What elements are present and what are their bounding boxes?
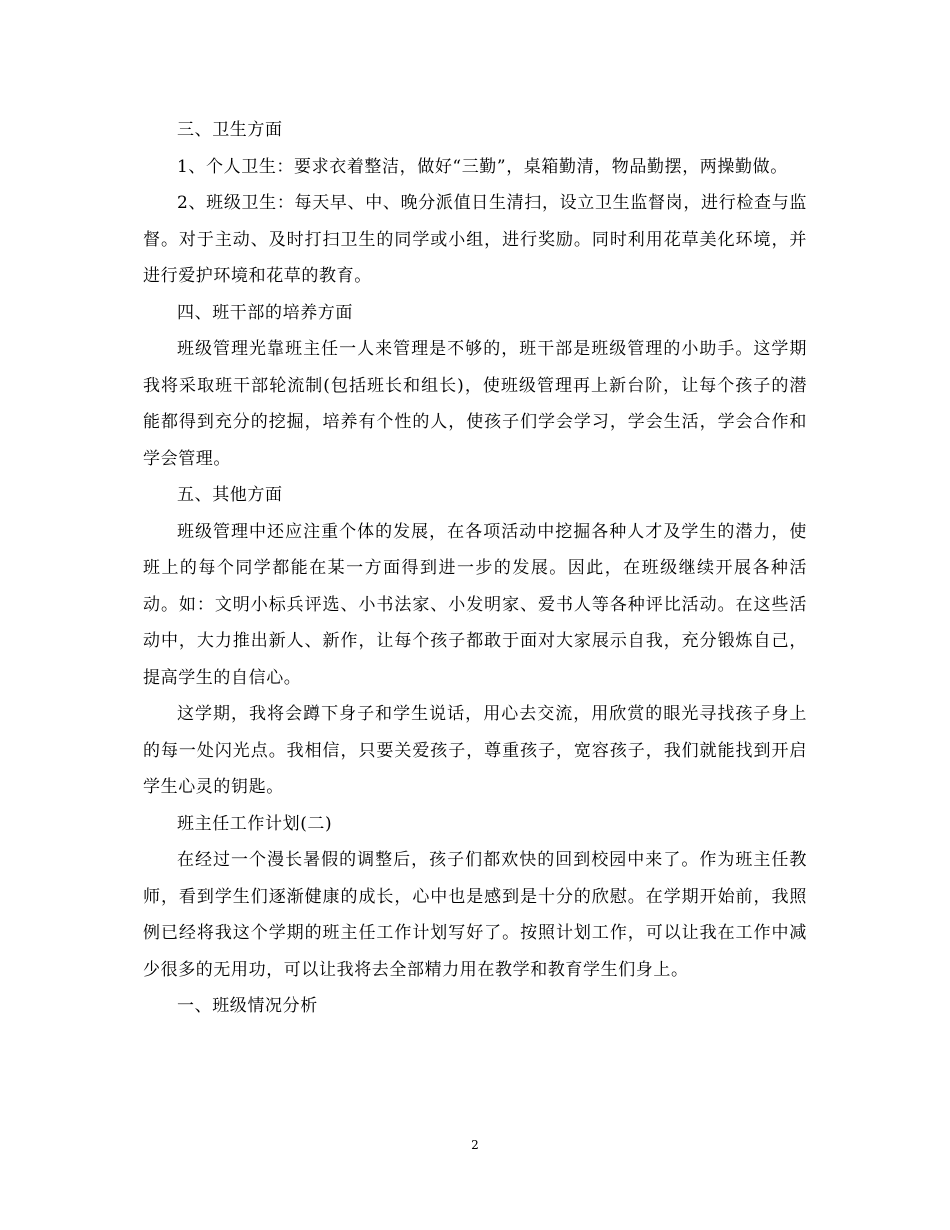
section-heading-hygiene: 三、卫生方面 xyxy=(177,120,283,140)
page-content xyxy=(143,112,807,1025)
paragraph-plan-intro: 在经过一个漫长暑假的调整后，孩子们都欢快的回到校园中来了。作为班主任教师，看到学生们逐渐健康的成长，心中也是感到是十分的欣慰。在学期开始前，我照例已经将我这个学期的班主任工作计划写好了。按照计划工作，可以让我在工作中减少很多的无用功，可以让我将去全部精力用在教学和教育学生们身上。 xyxy=(143,850,807,980)
page-number: 2 xyxy=(471,1138,479,1152)
paragraph-individual-development: 班级管理中还应注重个体的发展，在各项活动中挖掘各种人才及学生的潜力，使班上的每个同学都能在某一方面得到进一步的发展。因此，在班级继续开展各种活动。如：文明小标兵评选、小书法家、小发明家、爱书人等各种评比活动。在这些活动中，大力推出新人、新作，让每个孩子都敢于面对大家展示自我，充分锻炼自己，提高学生的自信心。 xyxy=(143,521,807,688)
section-heading-class-analysis: 一、班级情况分析 xyxy=(177,996,318,1016)
section-heading-other: 五、其他方面 xyxy=(177,485,283,505)
paragraph-care-students: 这学期，我将会蹲下身子和学生说话，用心去交流，用欣赏的眼光寻找孩子身上的每一处闪光点。我相信，只要关爱孩子，尊重孩子，宽容孩子，我们就能找到开启学生心灵的钥匙。 xyxy=(143,704,807,797)
section-heading-plan-two: 班主任工作计划(二) xyxy=(177,813,333,834)
paragraph-class-cadres: 班级管理光靠班主任一人来管理是不够的，班干部是班级管理的小助手。这学期我将采取班干部轮流制(包括班长和组长)，使班级管理再上新台阶，让每个孩子的潜能都得到充分的挖掘，培养有个性的人，使孩子们学会学习，学会生活，学会合作和学会管理。 xyxy=(143,339,807,469)
paragraph-personal-hygiene: 1、个人卫生：要求衣着整洁，做好“三勤”，桌箱勤清，物品勤摆，两操勤做。 xyxy=(177,156,788,177)
section-heading-class-cadres: 四、班干部的培养方面 xyxy=(177,302,353,323)
paragraph-class-hygiene: 2、班级卫生：每天早、中、晚分派值日生清扫，设立卫生监督岗，进行检查与监督。对于主动、及时打扫卫生的同学或小组，进行奖励。同时利用花草美化环境，并进行爱护环境和花草的教育。 xyxy=(143,193,807,286)
